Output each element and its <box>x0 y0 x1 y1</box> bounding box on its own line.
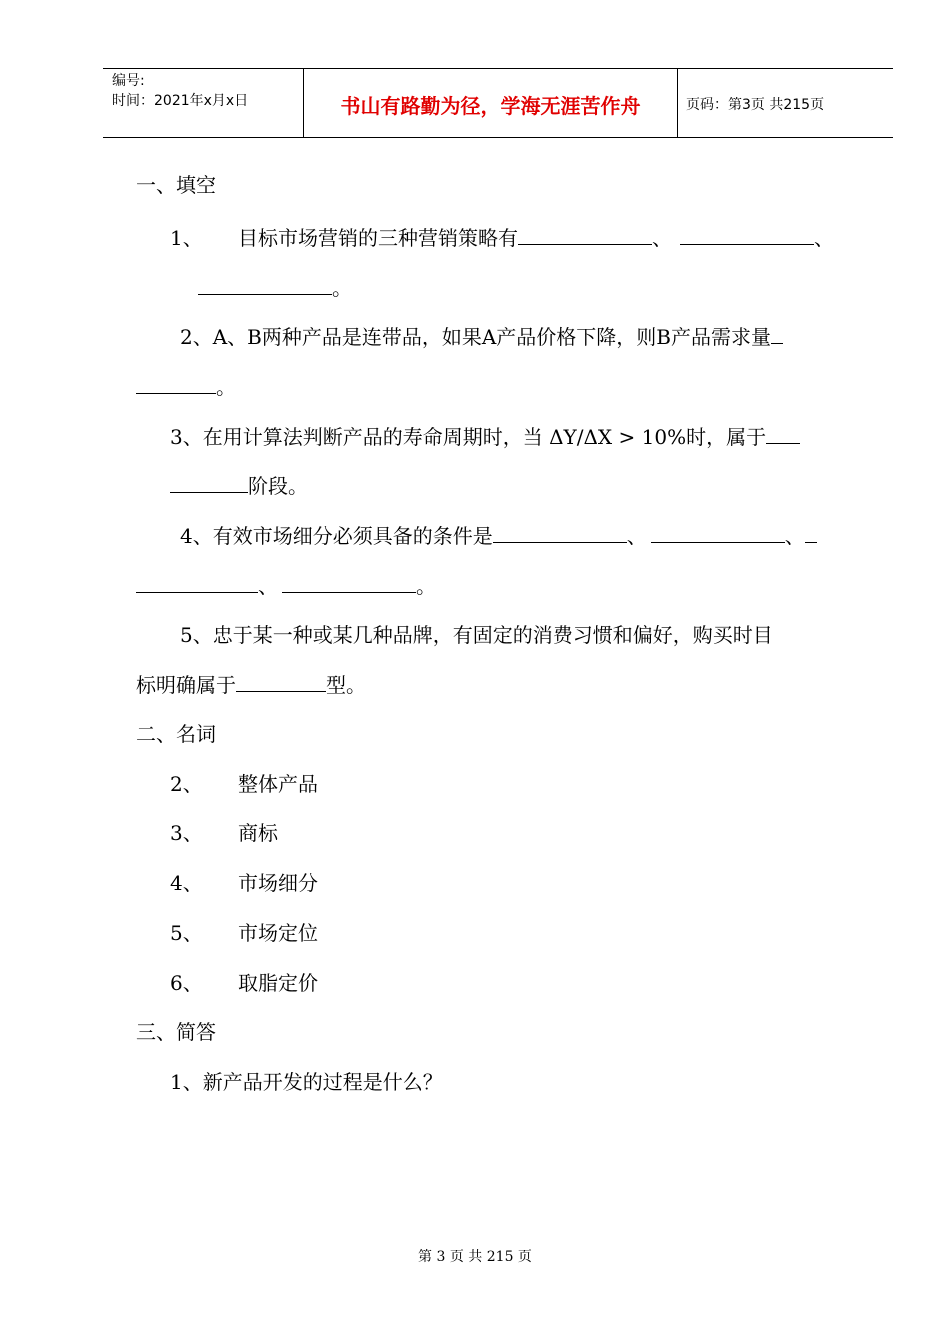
question-text: 型。 <box>326 673 366 697</box>
answer-blank <box>136 572 258 593</box>
term-text: 市场细分 <box>238 871 318 895</box>
question-text: 2、A、B两种产品是连带品，如果A产品价格下降，则B产品需求量 <box>180 325 772 349</box>
question-2-cont <box>136 373 236 400</box>
question-text: 3、在用计算法判断产品的寿命周期时，当 ΔY/ΔX > 10%时，属于 <box>170 425 767 449</box>
term-item <box>170 870 318 896</box>
page-footer: 第 3 页 共 215 页 <box>418 1249 532 1265</box>
answer-blank <box>771 323 783 344</box>
period: 。 <box>416 574 436 598</box>
header-motto: 书山有路勤为径，学海无涯苦作舟 <box>340 93 641 118</box>
time-label: 时间：2021年x月x日 <box>112 93 249 109</box>
section-title-terms: 二、名词 <box>136 722 216 746</box>
term-item <box>170 970 318 996</box>
section-title-short-answer: 三、简答 <box>136 1020 216 1044</box>
question-text: 5、忠于某一种或某几种品牌，有固定的消费习惯和偏好，购买时目 <box>180 623 773 647</box>
question-text: 4、有效市场细分必须具备的条件是 <box>180 524 493 548</box>
question-2 <box>180 323 783 350</box>
separator: 、 <box>784 524 805 548</box>
answer-blank <box>236 671 326 692</box>
separator: 、 <box>258 574 278 598</box>
term-item <box>170 820 278 846</box>
answer-blank <box>766 423 800 444</box>
term-number: 6、 <box>170 971 203 995</box>
period: 。 <box>332 276 352 300</box>
question-1 <box>170 224 834 251</box>
separator: 、 <box>814 226 834 250</box>
question-3-cont <box>170 472 308 499</box>
separator: 、 <box>652 226 672 250</box>
page-header <box>103 68 893 138</box>
answer-blank <box>518 224 652 245</box>
term-text: 整体产品 <box>238 772 318 796</box>
answer-blank <box>680 224 814 245</box>
term-item <box>170 920 318 946</box>
question-text: 目标市场营销的三种营销策略有 <box>238 226 518 250</box>
term-item <box>170 771 318 797</box>
term-text: 取脂定价 <box>238 971 318 995</box>
question-5 <box>180 622 773 648</box>
answer-blank <box>282 572 416 593</box>
term-text: 商标 <box>238 821 278 845</box>
serial-label: 编号: <box>112 73 145 89</box>
term-number: 4、 <box>170 871 203 895</box>
term-text: 市场定位 <box>238 921 318 945</box>
answer-blank <box>493 522 627 543</box>
answer-blank <box>805 522 817 543</box>
question-5-cont <box>136 671 366 698</box>
answer-blank <box>136 373 216 394</box>
section-title-fill-blank: 一、填空 <box>136 173 216 197</box>
answer-blank <box>170 472 248 493</box>
term-number: 3、 <box>170 821 203 845</box>
question-4-cont <box>136 572 436 599</box>
answer-blank <box>198 274 332 295</box>
question-text: 阶段。 <box>248 474 308 498</box>
header-divider <box>677 69 678 137</box>
question-3 <box>170 423 800 450</box>
question-4 <box>180 522 817 549</box>
question-1-cont <box>198 274 352 301</box>
answer-blank <box>651 522 785 543</box>
question-text: 标明确属于 <box>136 673 236 697</box>
short-answer-question: 1、新产品开发的过程是什么？ <box>170 1070 443 1094</box>
separator: 、 <box>626 524 647 548</box>
question-number: 1、 <box>170 226 203 250</box>
header-meta <box>112 71 302 111</box>
header-page-code: 页码：第3页 共215页 <box>686 97 825 113</box>
term-number: 5、 <box>170 921 203 945</box>
period: 。 <box>216 375 236 399</box>
term-number: 2、 <box>170 772 203 796</box>
